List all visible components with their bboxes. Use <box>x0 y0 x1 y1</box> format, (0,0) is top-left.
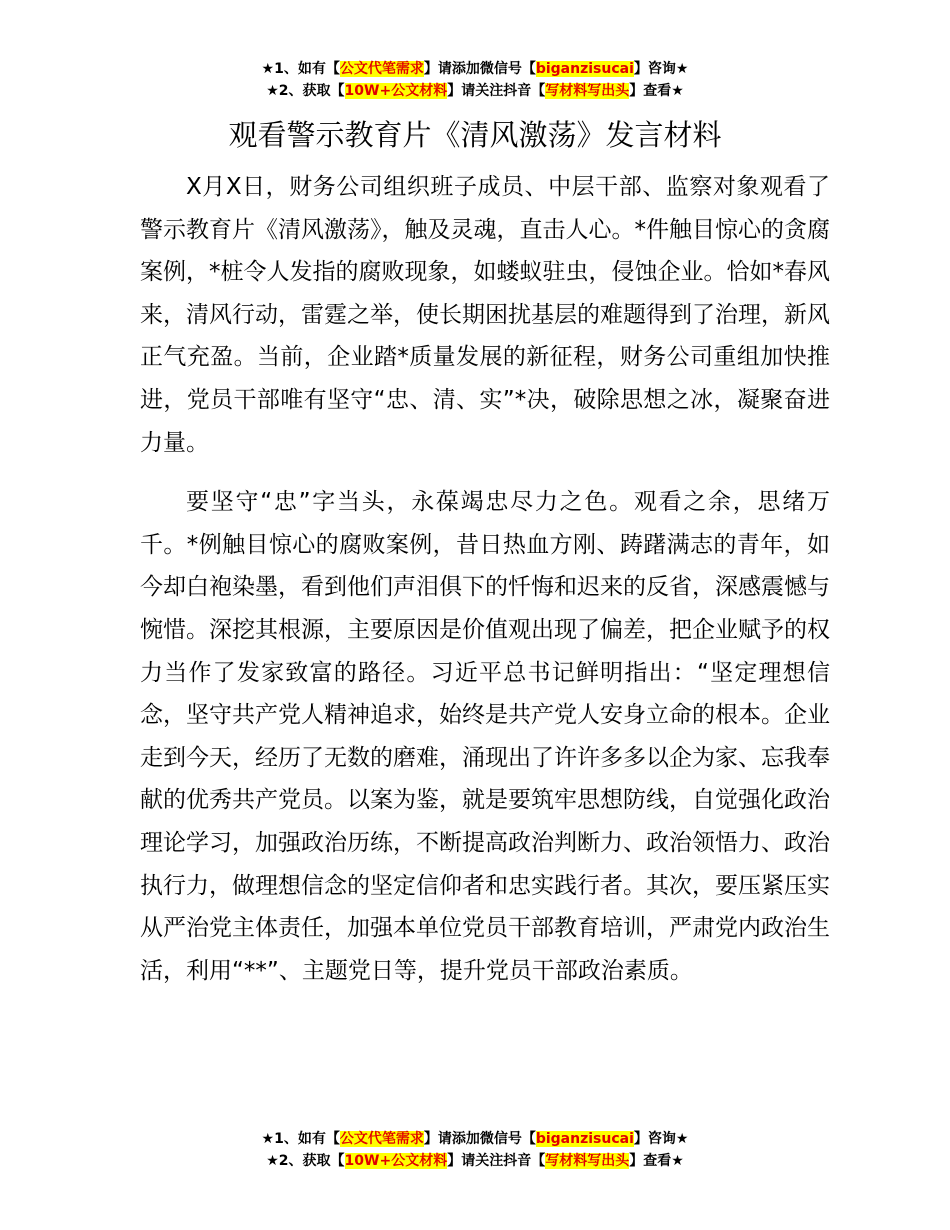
paragraph-1: X月X日，财务公司组织班子成员、中层干部、监察对象观看了警示教育片《清风激荡》，触及灵魂，直击人心。*件触目惊心的贪腐案例，*桩令人发指的腐败现象，如蝼蚁驻虫，侵蚀企业。恰如*春风来，清风行动，雷霆之举，使长期困扰基层的难题得到了治理，新风正气充盈。当前，企业踏*质量发展的新征程，财务公司重组加快推进，党员干部唯有坚守“忠、清、实”*决，破除思想之冰，凝聚奋进力量。 <box>140 174 830 456</box>
banner-line-douyin: ★2、获取【10W+公文材料】请关注抖音【写材料写出头】查看★ <box>266 1153 684 1169</box>
highlight-ghostwriting: 公文代笔需求 <box>339 61 424 77</box>
document-title: 观看警示教育片《清风激荡》发言材料 <box>228 118 722 152</box>
highlight-materials: 10W+公文材料 <box>344 1153 448 1169</box>
banner-line-wechat: ★1、如有【公文代笔需求】请添加微信号【biganzisucai】咨询★ <box>261 61 689 77</box>
highlight-wechat-id: biganzisucai <box>535 1131 634 1147</box>
star-icon: ★ <box>266 83 279 99</box>
paragraph-2: 要坚守“忠”字当头，永葆竭忠尽力之色。观看之余，思绪万千。*例触目惊心的腐败案例，昔日热血方刚、踌躇满志的青年，如今却白袍染墨，看到他们声泪俱下的忏悔和迟来的反省，深感震憾与惋惜。深挖其根源，主要原因是价值观出现了偏差，把企业赋予的权力当作了发家致富的路径。习近平总书记鲜明指出：“坚定理想信念，坚守共产党人精神追求，始终是共产党人安身立命的根本。企业走到今天，经历了无数的磨难，涌现出了许许多多以企为家、忘我奉献的优秀共产党员。以案为鉴，就是要筑牢思想防线，自觉强化政治理论学习，加强政治历练，不断提高政治判断力、政治领悟力、政治执行力，做理想信念的坚定信仰者和忠实践行者。其次，要压紧压实从严治党主体责任，加强本单位党员干部教育培训，严肃党内政治生活，利用“**”、主题党日等，提升党员干部政治素质。 <box>140 489 830 984</box>
highlight-douyin-account: 写材料写出头 <box>545 1153 630 1169</box>
footer-banner <box>0 1128 950 1172</box>
highlight-wechat-id: biganzisucai <box>535 61 634 77</box>
highlight-douyin-account: 写材料写出头 <box>545 83 630 99</box>
banner-line-wechat: ★1、如有【公文代笔需求】请添加微信号【biganzisucai】咨询★ <box>261 1131 689 1147</box>
header-banner <box>0 58 950 102</box>
star-icon: ★ <box>671 83 684 99</box>
highlight-ghostwriting: 公文代笔需求 <box>339 1131 424 1147</box>
star-icon: ★ <box>675 61 689 77</box>
document-body <box>140 166 830 1009</box>
banner-line-douyin: ★2、获取【10W+公文材料】请关注抖音【写材料写出头】查看★ <box>266 83 684 99</box>
star-icon: ★ <box>261 1131 275 1147</box>
star-icon: ★ <box>671 1153 684 1169</box>
star-icon: ★ <box>261 61 275 77</box>
highlight-materials: 10W+公文材料 <box>344 83 448 99</box>
star-icon: ★ <box>266 1153 279 1169</box>
star-icon: ★ <box>675 1131 689 1147</box>
